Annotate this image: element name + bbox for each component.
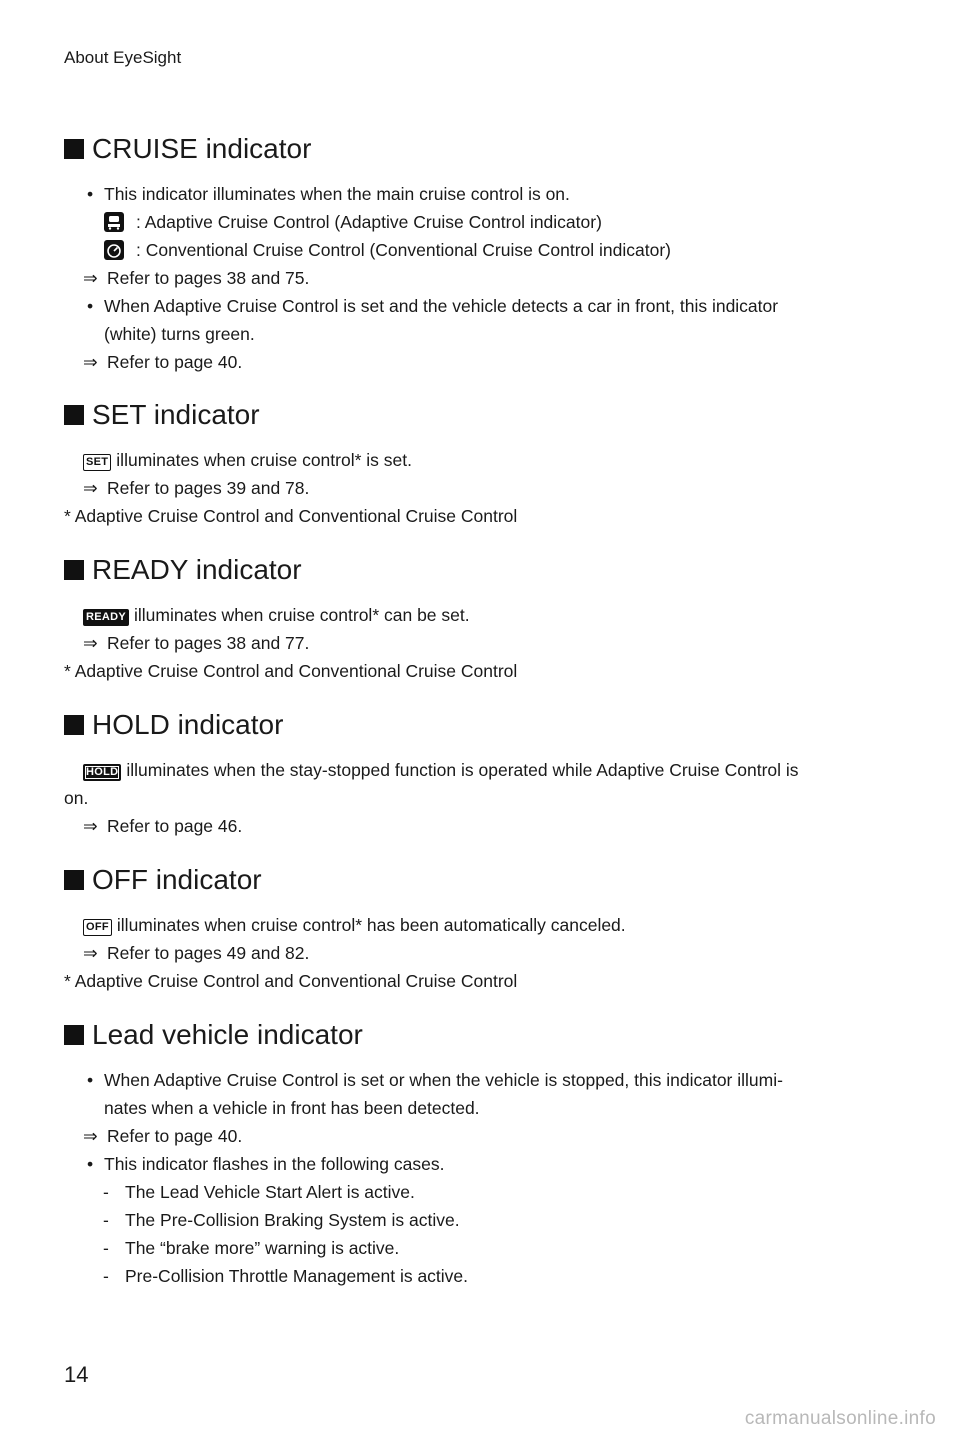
acc-indicator-line: : Adaptive Cruise Control (Adaptive Cruise Control indicator): [64, 208, 884, 236]
conventional-cruise-indicator-icon: [104, 240, 124, 260]
bullet-continuation: (white) turns green.: [104, 324, 255, 344]
list-item: - The Lead Vehicle Start Alert is active.: [103, 1182, 415, 1202]
page-reference: ⇒ Refer to page 40.: [83, 1126, 243, 1146]
section-set-indicator: [64, 398, 884, 530]
page-reference: ⇒ Refer to pages 38 and 75.: [83, 268, 310, 288]
section-ready-indicator: [64, 553, 884, 685]
bullet-item: • When Adaptive Cruise Control is set and the vehicle detects a car in front, this indicator: [64, 292, 884, 320]
page-reference: ⇒ Refer to pages 49 and 82.: [83, 943, 310, 963]
heading-square-icon: [64, 139, 84, 159]
hold-indicator-icon: HOLD: [83, 764, 121, 781]
indicator-description: HOLD illuminates when the stay-stopped function is operated while Adaptive Cruise Control is: [64, 756, 884, 784]
page-reference: ⇒ Refer to pages 38 and 77.: [83, 633, 310, 653]
footnote: * Adaptive Cruise Control and Conventional Cruise Control: [64, 971, 518, 991]
heading-square-icon: [64, 715, 84, 735]
list-item: - Pre-Collision Throttle Management is active.: [103, 1266, 469, 1286]
running-header: About EyeSight: [64, 48, 182, 67]
heading-square-icon: [64, 560, 84, 580]
indicator-description: SET illuminates when cruise control* is set.: [64, 446, 884, 474]
section-off-indicator: [64, 863, 884, 995]
heading-square-icon: [64, 405, 84, 425]
footnote: * Adaptive Cruise Control and Conventional Cruise Control: [64, 661, 518, 681]
section-heading: CRUISE indicator: [64, 132, 884, 166]
indicator-description: OFF illuminates when cruise control* has been automatically canceled.: [64, 911, 884, 939]
section-heading: SET indicator: [64, 398, 884, 432]
list-item: - The Pre-Collision Braking System is active.: [103, 1210, 460, 1230]
description-continuation: on.: [64, 788, 89, 808]
page-number: 14: [64, 1362, 89, 1387]
heading-square-icon: [64, 1025, 84, 1045]
list-item: - The “brake more” warning is active.: [103, 1238, 400, 1258]
page-reference: ⇒ Refer to page 40.: [83, 352, 243, 372]
section-cruise-indicator: [64, 132, 884, 376]
section-lead-vehicle-indicator: [64, 1018, 884, 1290]
section-heading: READY indicator: [64, 553, 884, 587]
bullet-item: • This indicator flashes in the following cases.: [64, 1150, 884, 1178]
ready-indicator-icon: READY: [83, 609, 129, 626]
section-heading: OFF indicator: [64, 863, 884, 897]
page-reference: ⇒ Refer to page 46.: [83, 816, 243, 836]
bullet-continuation: nates when a vehicle in front has been detected.: [104, 1098, 480, 1118]
heading-square-icon: [64, 870, 84, 890]
adaptive-cruise-indicator-icon: [104, 212, 124, 232]
bullet-item: • This indicator illuminates when the main cruise control is on.: [64, 180, 884, 208]
bullet-item: • When Adaptive Cruise Control is set or when the vehicle is stopped, this indicator illumi-: [64, 1066, 884, 1094]
set-indicator-icon: SET: [83, 454, 111, 471]
section-heading: Lead vehicle indicator: [64, 1018, 884, 1052]
page-reference: ⇒ Refer to pages 39 and 78.: [83, 478, 310, 498]
footnote: * Adaptive Cruise Control and Conventional Cruise Control: [64, 506, 518, 526]
off-indicator-icon: OFF: [83, 919, 112, 936]
section-hold-indicator: [64, 708, 884, 840]
watermark: carmanualsonline.info: [744, 1408, 936, 1429]
section-heading: HOLD indicator: [64, 708, 884, 742]
conventional-indicator-line: : Conventional Cruise Control (Conventional Cruise Control indicator): [64, 236, 884, 264]
indicator-description: READY illuminates when cruise control* can be set.: [64, 601, 884, 629]
